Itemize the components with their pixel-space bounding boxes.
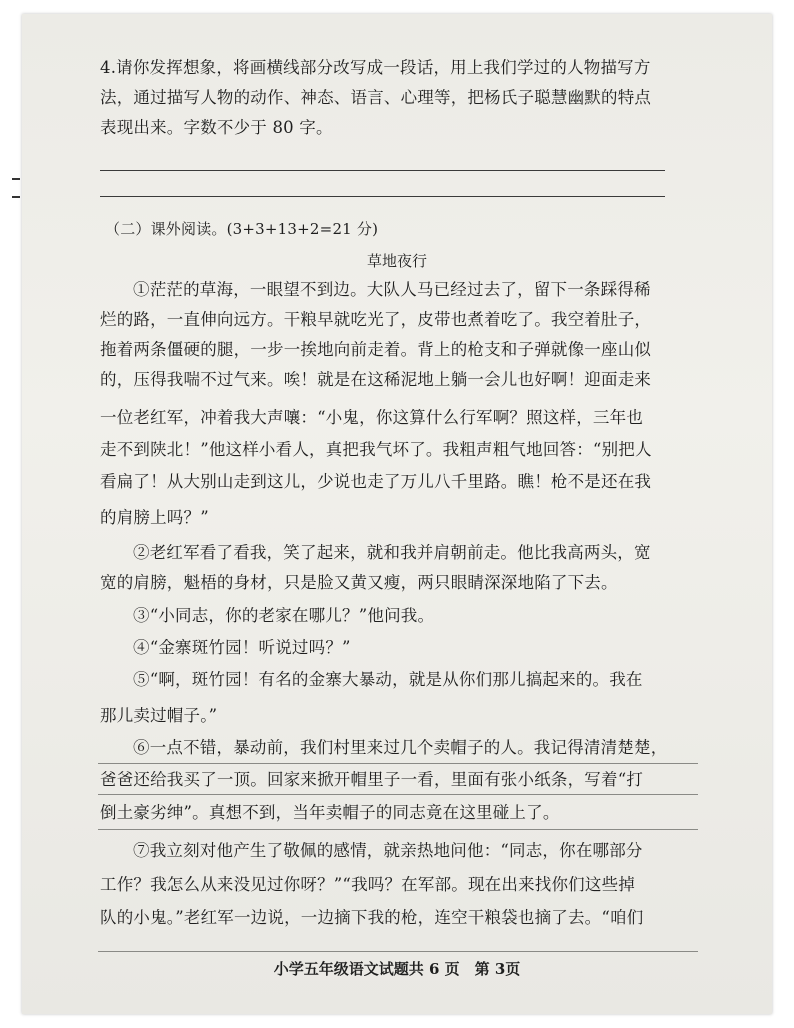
article-line: 拖着两条僵硬的腿，一步一挨地向前走着。背上的枪支和子弹就像一座山似: [100, 340, 652, 359]
article-line: ⑦我立刻对他产生了敬佩的感情，就亲热地问他：“同志，你在哪部分: [133, 841, 643, 860]
article-line: ③“小同志，你的老家在哪儿？”他问我。: [133, 606, 435, 625]
article-line: 看扁了！从大别山走到这儿，少说也走了万儿八千里路。瞧！枪不是还在我: [100, 472, 652, 491]
binding-mark: [12, 178, 20, 180]
article-line: 爸爸还给我买了一顶。回家来掀开帽里子一看，里面有张小纸条，写着“打: [100, 770, 644, 789]
article-line: 一位老红军，冲着我大声嚷：“小鬼，你这算什么行军啊？照这样，三年也: [100, 408, 644, 427]
article-line: ①茫茫的草海，一眼望不到边。大队人马已经过去了，留下一条踩得稀: [133, 280, 651, 299]
question4-line-2: 法，通过描写人物的动作、神态、语言、心理等，把杨氏子聪慧幽默的特点: [100, 88, 652, 107]
article-line: ④“金寨斑竹园！听说过吗？”: [133, 638, 351, 657]
section-heading: （二）课外阅读。(3+3+13+2=21 分): [105, 220, 379, 238]
question4-line-1: 4.请你发挥想象，将画横线部分改写成一段话，用上我们学过的人物描写方: [100, 58, 651, 77]
page-footer: 小学五年级语文试题共 6 页 第 3页: [273, 960, 521, 978]
article-line: 的肩膀上吗？”: [100, 508, 209, 527]
article-line: 的，压得我喘不过气来。唉！就是在这稀泥地上躺一会儿也好啊！迎面走来: [100, 370, 652, 389]
article-line: 宽的肩膀，魁梧的身材，只是脸又黄又瘦，两只眼睛深深地陷了下去。: [100, 573, 618, 592]
article-line: ⑥一点不错，暴动前，我们村里来过几个卖帽子的人。我记得清清楚楚，: [133, 738, 668, 757]
article-line: 烂的路，一直伸向远方。干粮早就吃光了，皮带也煮着吃了。我空着肚子，: [100, 310, 652, 329]
question4-line-3: 表现出来。字数不少于 80 字。: [100, 118, 333, 137]
article-title: 草地夜行: [366, 252, 427, 270]
article-line: 走不到陕北！”他这样小看人，真把我气坏了。我粗声粗气地回答：“别把人: [100, 440, 652, 459]
binding-mark: [12, 196, 20, 198]
article-line: ②老红军看了看我，笑了起来，就和我并肩朝前走。他比我高两头，宽: [133, 543, 651, 562]
answer-line[interactable]: [100, 196, 665, 197]
article-line: 那儿卖过帽子。”: [100, 706, 218, 725]
article-line: ⑤“啊，斑竹园！有名的金寨大暴动，就是从你们那儿搞起来的。我在: [133, 670, 643, 689]
article-line: 队的小鬼。”老红军一边说，一边摘下我的枪，连空干粮袋也摘了去。“咱们: [100, 908, 644, 927]
article-line: 工作？我怎么从来没见过你呀？”“我吗？在军部。现在出来找你们这些掉: [100, 875, 635, 894]
article-line: 倒土豪劣绅”。真想不到，当年卖帽子的同志竟在这里碰上了。: [100, 803, 560, 822]
answer-line[interactable]: [100, 170, 665, 171]
